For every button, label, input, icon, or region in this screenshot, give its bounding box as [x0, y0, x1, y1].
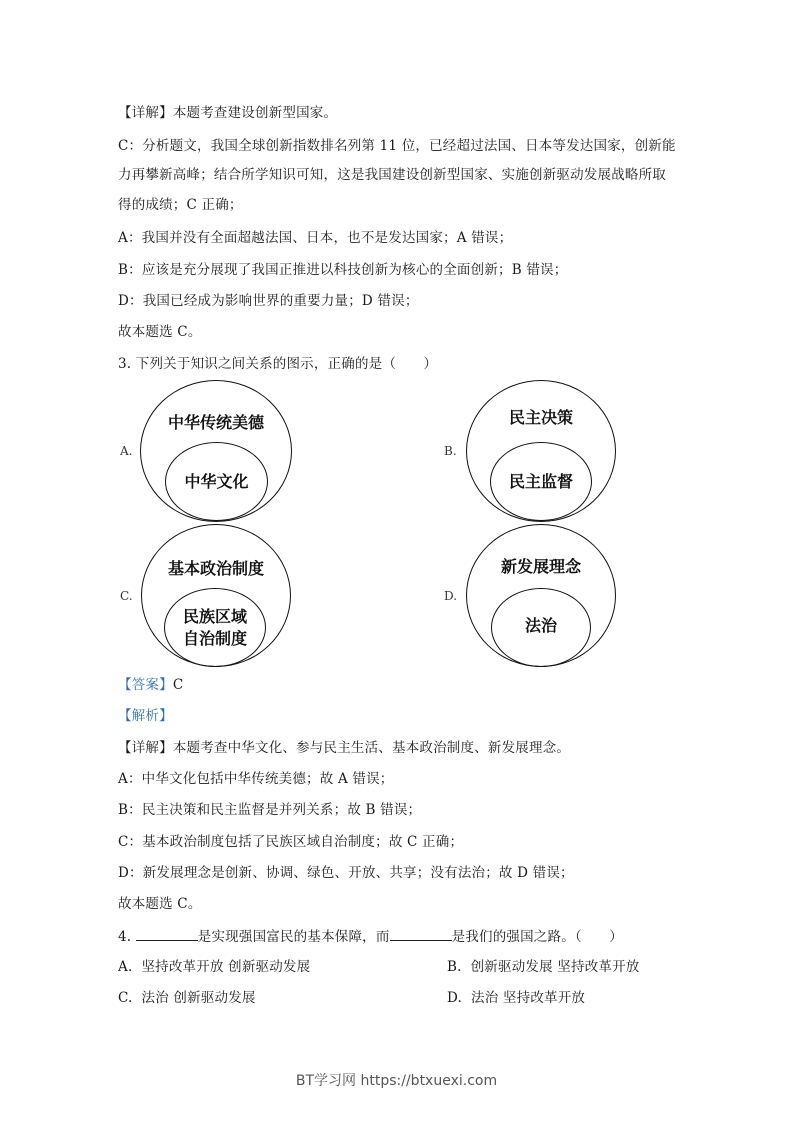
- q3-option-a-label[interactable]: A.: [120, 444, 133, 458]
- q3-c-line: C：基本政治制度包括了民族区域自治制度；故 C 正确；: [118, 834, 464, 850]
- outer-label: 中华传统美德: [167, 413, 264, 432]
- q2-c-line1: C：分析题文，我国全球创新指数排名列第 11 位，已经超过法国、日本等发达国家，创新能: [118, 138, 676, 154]
- option-label: C.: [118, 990, 133, 1006]
- q3-d-line: D：新发展理念是创新、协调、绿色、开放、共享；没有法治；故 D 错误；: [118, 865, 574, 881]
- q3-detail: [118, 739, 570, 757]
- q4-option-a[interactable]: [118, 958, 310, 976]
- q3-option-a-diagram[interactable]: [140, 380, 292, 522]
- q2-c-line3: 得的成绩；C 正确；: [118, 197, 243, 213]
- inner-label: 民主监督: [508, 472, 573, 491]
- q3-b-line: B：民主决策和民主监督是并列关系；故 B 错误；: [118, 802, 422, 818]
- q3-stem: 3. 下列关于知识之间关系的图示，正确的是（ ）: [118, 356, 438, 372]
- q2-c-line2: 力再攀新高峰；结合所学知识可知，这是我国建设创新型国家、实施创新驱动发展战略所取: [118, 167, 666, 183]
- q3-option-b-diagram[interactable]: [466, 380, 616, 522]
- q4-stem-part1: 是实现强国富民的基本保障，而: [197, 929, 390, 945]
- q4-option-c[interactable]: [118, 989, 256, 1007]
- option-label: D.: [447, 990, 463, 1006]
- q3-option-d-diagram[interactable]: [466, 524, 616, 667]
- outer-label: 基本政治制度: [167, 559, 264, 578]
- detail-text: 本题考查中华文化、参与民主生活、基本政治制度、新发展理念。: [172, 740, 571, 756]
- q2-a-line: A：我国并没有全面超越法国、日本，也不是发达国家；A 错误；: [118, 230, 513, 246]
- blank-1[interactable]: [136, 926, 198, 941]
- outer-label: 新发展理念: [500, 557, 581, 576]
- q2-conclusion: 故本题选 C。: [118, 324, 202, 340]
- footer-watermark: BT学习网 https://btxuexi.com: [295, 1073, 498, 1089]
- q3-option-b-label[interactable]: B.: [444, 444, 457, 458]
- q2-b-line: B：应该是充分展现了我国正推进以科技创新为核心的全面创新；B 错误；: [118, 262, 568, 278]
- detail-text: 本题考查建设创新型国家。: [172, 105, 338, 121]
- q3-option-c-label[interactable]: C.: [120, 589, 133, 603]
- option-label: A.: [118, 959, 133, 975]
- q2-detail: [118, 104, 337, 122]
- inner-label-line1: 民族区域: [182, 607, 247, 626]
- q3-option-c-diagram[interactable]: [141, 524, 291, 667]
- inner-label-line2: 自治制度: [182, 629, 247, 648]
- q3-analysis-label: 【解析】: [118, 708, 173, 724]
- option-label: B.: [447, 959, 462, 975]
- inner-label: 法治: [524, 616, 557, 635]
- q3-conclusion: 故本题选 C。: [118, 896, 202, 912]
- detail-label: 【详解】: [118, 740, 173, 756]
- q4-stem-part2: 是我们的强国之路。（ ）: [451, 929, 623, 945]
- q3-option-d-label[interactable]: D.: [444, 589, 458, 603]
- option-text: 法治 坚持改革开放: [471, 990, 586, 1006]
- q2-d-line: D：我国已经成为影响世界的重要力量；D 错误；: [118, 293, 419, 309]
- answer-label: 【答案】: [118, 677, 173, 693]
- q4-stem: [118, 926, 623, 946]
- q4-option-d[interactable]: [447, 989, 585, 1007]
- blank-2[interactable]: [390, 926, 452, 941]
- inner-label: 中华文化: [184, 472, 249, 491]
- option-text: 创新驱动发展 坚持改革开放: [470, 959, 640, 975]
- outer-label: 民主决策: [508, 408, 573, 427]
- q3-answer: [118, 676, 183, 694]
- detail-label: 【详解】: [118, 105, 173, 121]
- option-text: 法治 创新驱动发展: [141, 990, 256, 1006]
- q4-number: 4.: [118, 929, 132, 945]
- option-text: 坚持改革开放 创新驱动发展: [141, 959, 311, 975]
- q3-a-line: A：中华文化包括中华传统美德；故 A 错误；: [118, 771, 394, 787]
- answer-value: C: [172, 677, 184, 693]
- q4-option-b[interactable]: [447, 958, 640, 976]
